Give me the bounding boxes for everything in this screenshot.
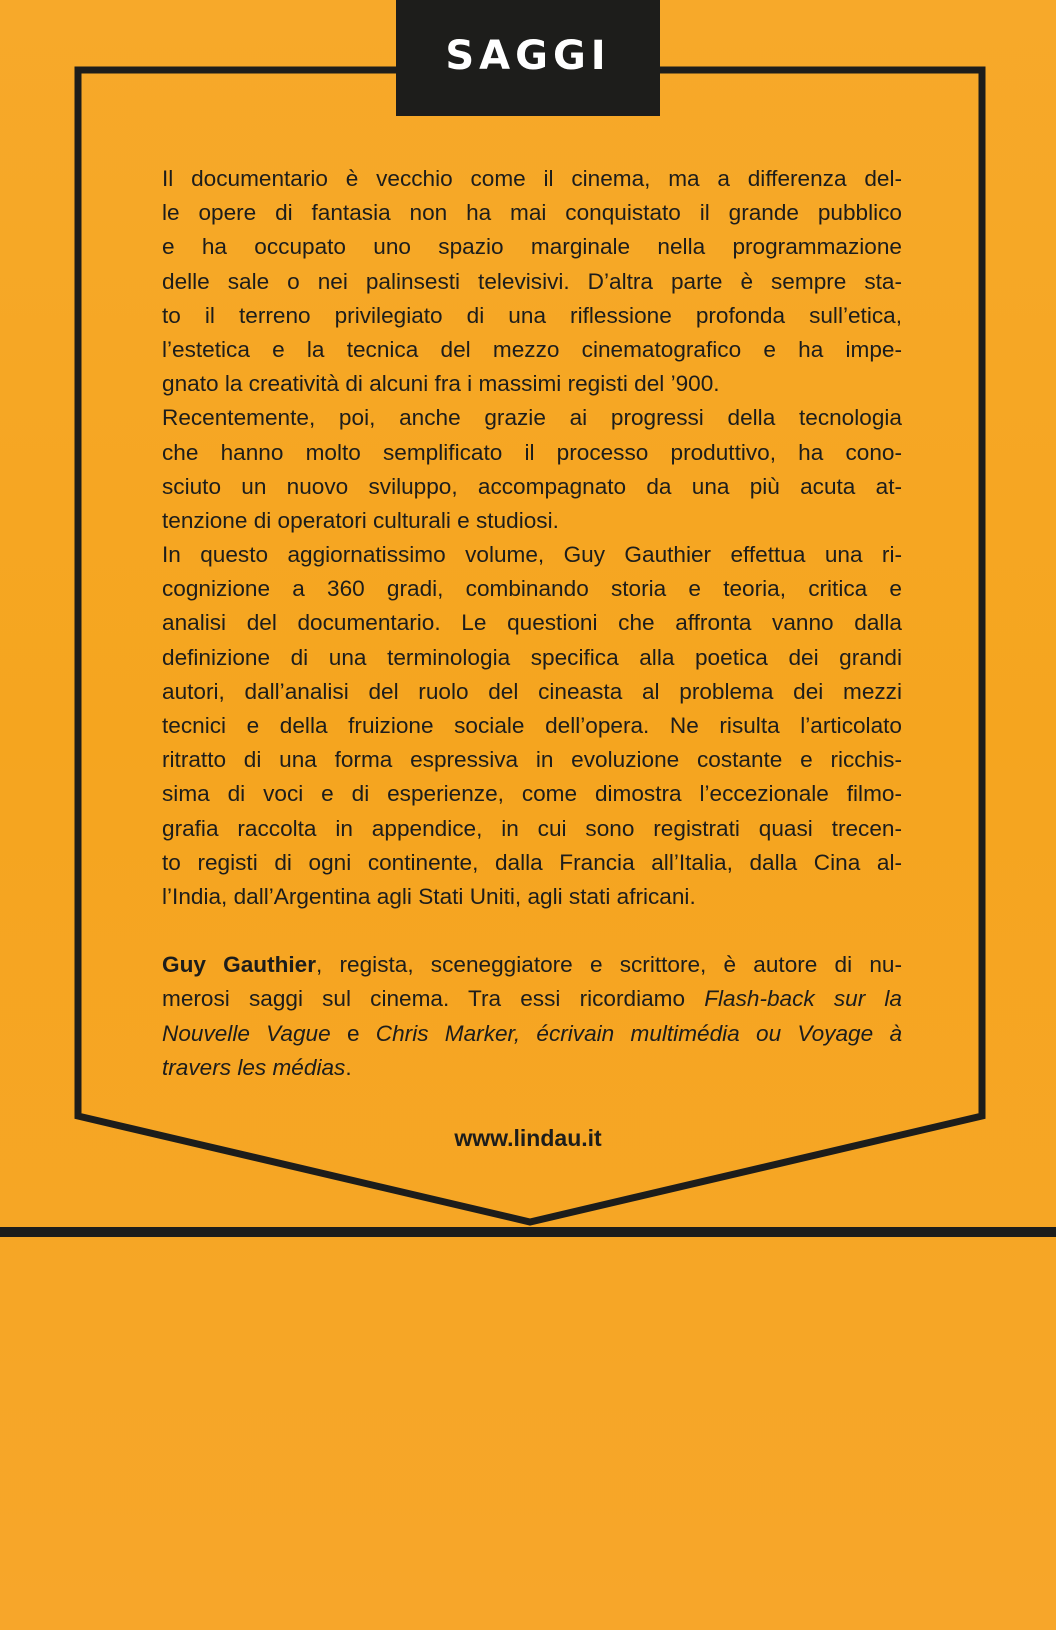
- author-bio-text: .: [345, 1054, 352, 1080]
- publisher-website: www.lindau.it: [454, 1125, 602, 1151]
- author-bio-text: , regista, sceneggiatore e scrittore, è autore di nu-: [316, 952, 902, 978]
- book-title: travers les médias: [162, 1054, 346, 1080]
- description-line: to il terreno privilegiato di una riflessione profonda sull’etica,: [162, 302, 902, 328]
- description-line: l’estetica e la tecnica del mezzo cinematografico e ha impe-: [162, 336, 902, 362]
- description-line: e ha occupato uno spazio marginale nella programmazione: [162, 234, 902, 260]
- book-title: Chris Marker, écrivain multimédia ou Voyage à: [375, 1020, 903, 1046]
- series-label: SAGGI: [445, 33, 611, 79]
- series-label-box: [396, 0, 660, 116]
- description-line: l’India, dall’Argentina agli Stati Uniti, agli stati africani.: [162, 883, 696, 909]
- description-line: tecnici e della fruizione sociale dell’opera. Ne risulta l’articolato: [162, 713, 902, 738]
- author-bio-text: merosi saggi sul cinema. Tra essi ricordiamo: [162, 986, 705, 1012]
- description-line: sciuto un nuovo sviluppo, accompagnato da una più acuta at-: [162, 473, 902, 499]
- description-line: sima di voci e di esperienze, come dimostra l’eccezionale filmo-: [162, 781, 902, 807]
- author-bio-line: [162, 1017, 902, 1051]
- author-bio-text: e: [330, 1020, 376, 1046]
- description-line: Recentemente, poi, anche grazie ai progressi della tecnologia: [162, 405, 902, 431]
- book-title: Nouvelle Vague: [162, 1020, 331, 1046]
- description-line: tenzione di operatori culturali e studiosi.: [162, 507, 559, 533]
- description-line: grafia raccolta in appendice, in cui sono registrati quasi trecen-: [162, 815, 902, 841]
- description-line: le opere di fantasia non ha mai conquistato il grande pubblico: [162, 200, 902, 226]
- description-paragraph: [162, 162, 902, 914]
- description-line: In questo aggiornatissimo volume, Guy Gauthier effettua una ri-: [162, 542, 902, 568]
- author-name: Guy Gauthier: [162, 952, 317, 978]
- description-line: Il documentario è vecchio come il cinema, ma a differenza del-: [162, 166, 902, 191]
- description-line: ritratto di una forma espressiva in evoluzione costante e ricchis-: [162, 747, 902, 773]
- description-line: che hanno molto semplificato il processo produttivo, ha cono-: [162, 439, 902, 465]
- description-line: to registi di ogni continente, dalla Francia all’Italia, dalla Cina al-: [162, 849, 902, 875]
- author-bio-line: [162, 948, 902, 982]
- description-line: analisi del documentario. Le questioni che affronta vanno dalla: [162, 610, 902, 636]
- description-line: delle sale o nei palinsesti televisivi. D’altra parte è sempre sta-: [162, 268, 902, 294]
- description-line: cognizione a 360 gradi, combinando storia e teoria, critica e: [162, 576, 902, 602]
- description-line: definizione di una terminologia specifica alla poetica dei grandi: [162, 644, 902, 670]
- book-title: Flash-back sur la: [704, 986, 902, 1012]
- back-cover-text: [162, 162, 902, 1085]
- description-line: autori, dall’analisi del ruolo del cineasta al problema dei mezzi: [162, 678, 902, 704]
- author-bio-line: [162, 982, 902, 1016]
- description-line: gnato la creatività di alcuni fra i massimi registi del ’900.: [162, 371, 720, 397]
- author-bio: [162, 948, 902, 1085]
- author-bio-line: [162, 1051, 902, 1085]
